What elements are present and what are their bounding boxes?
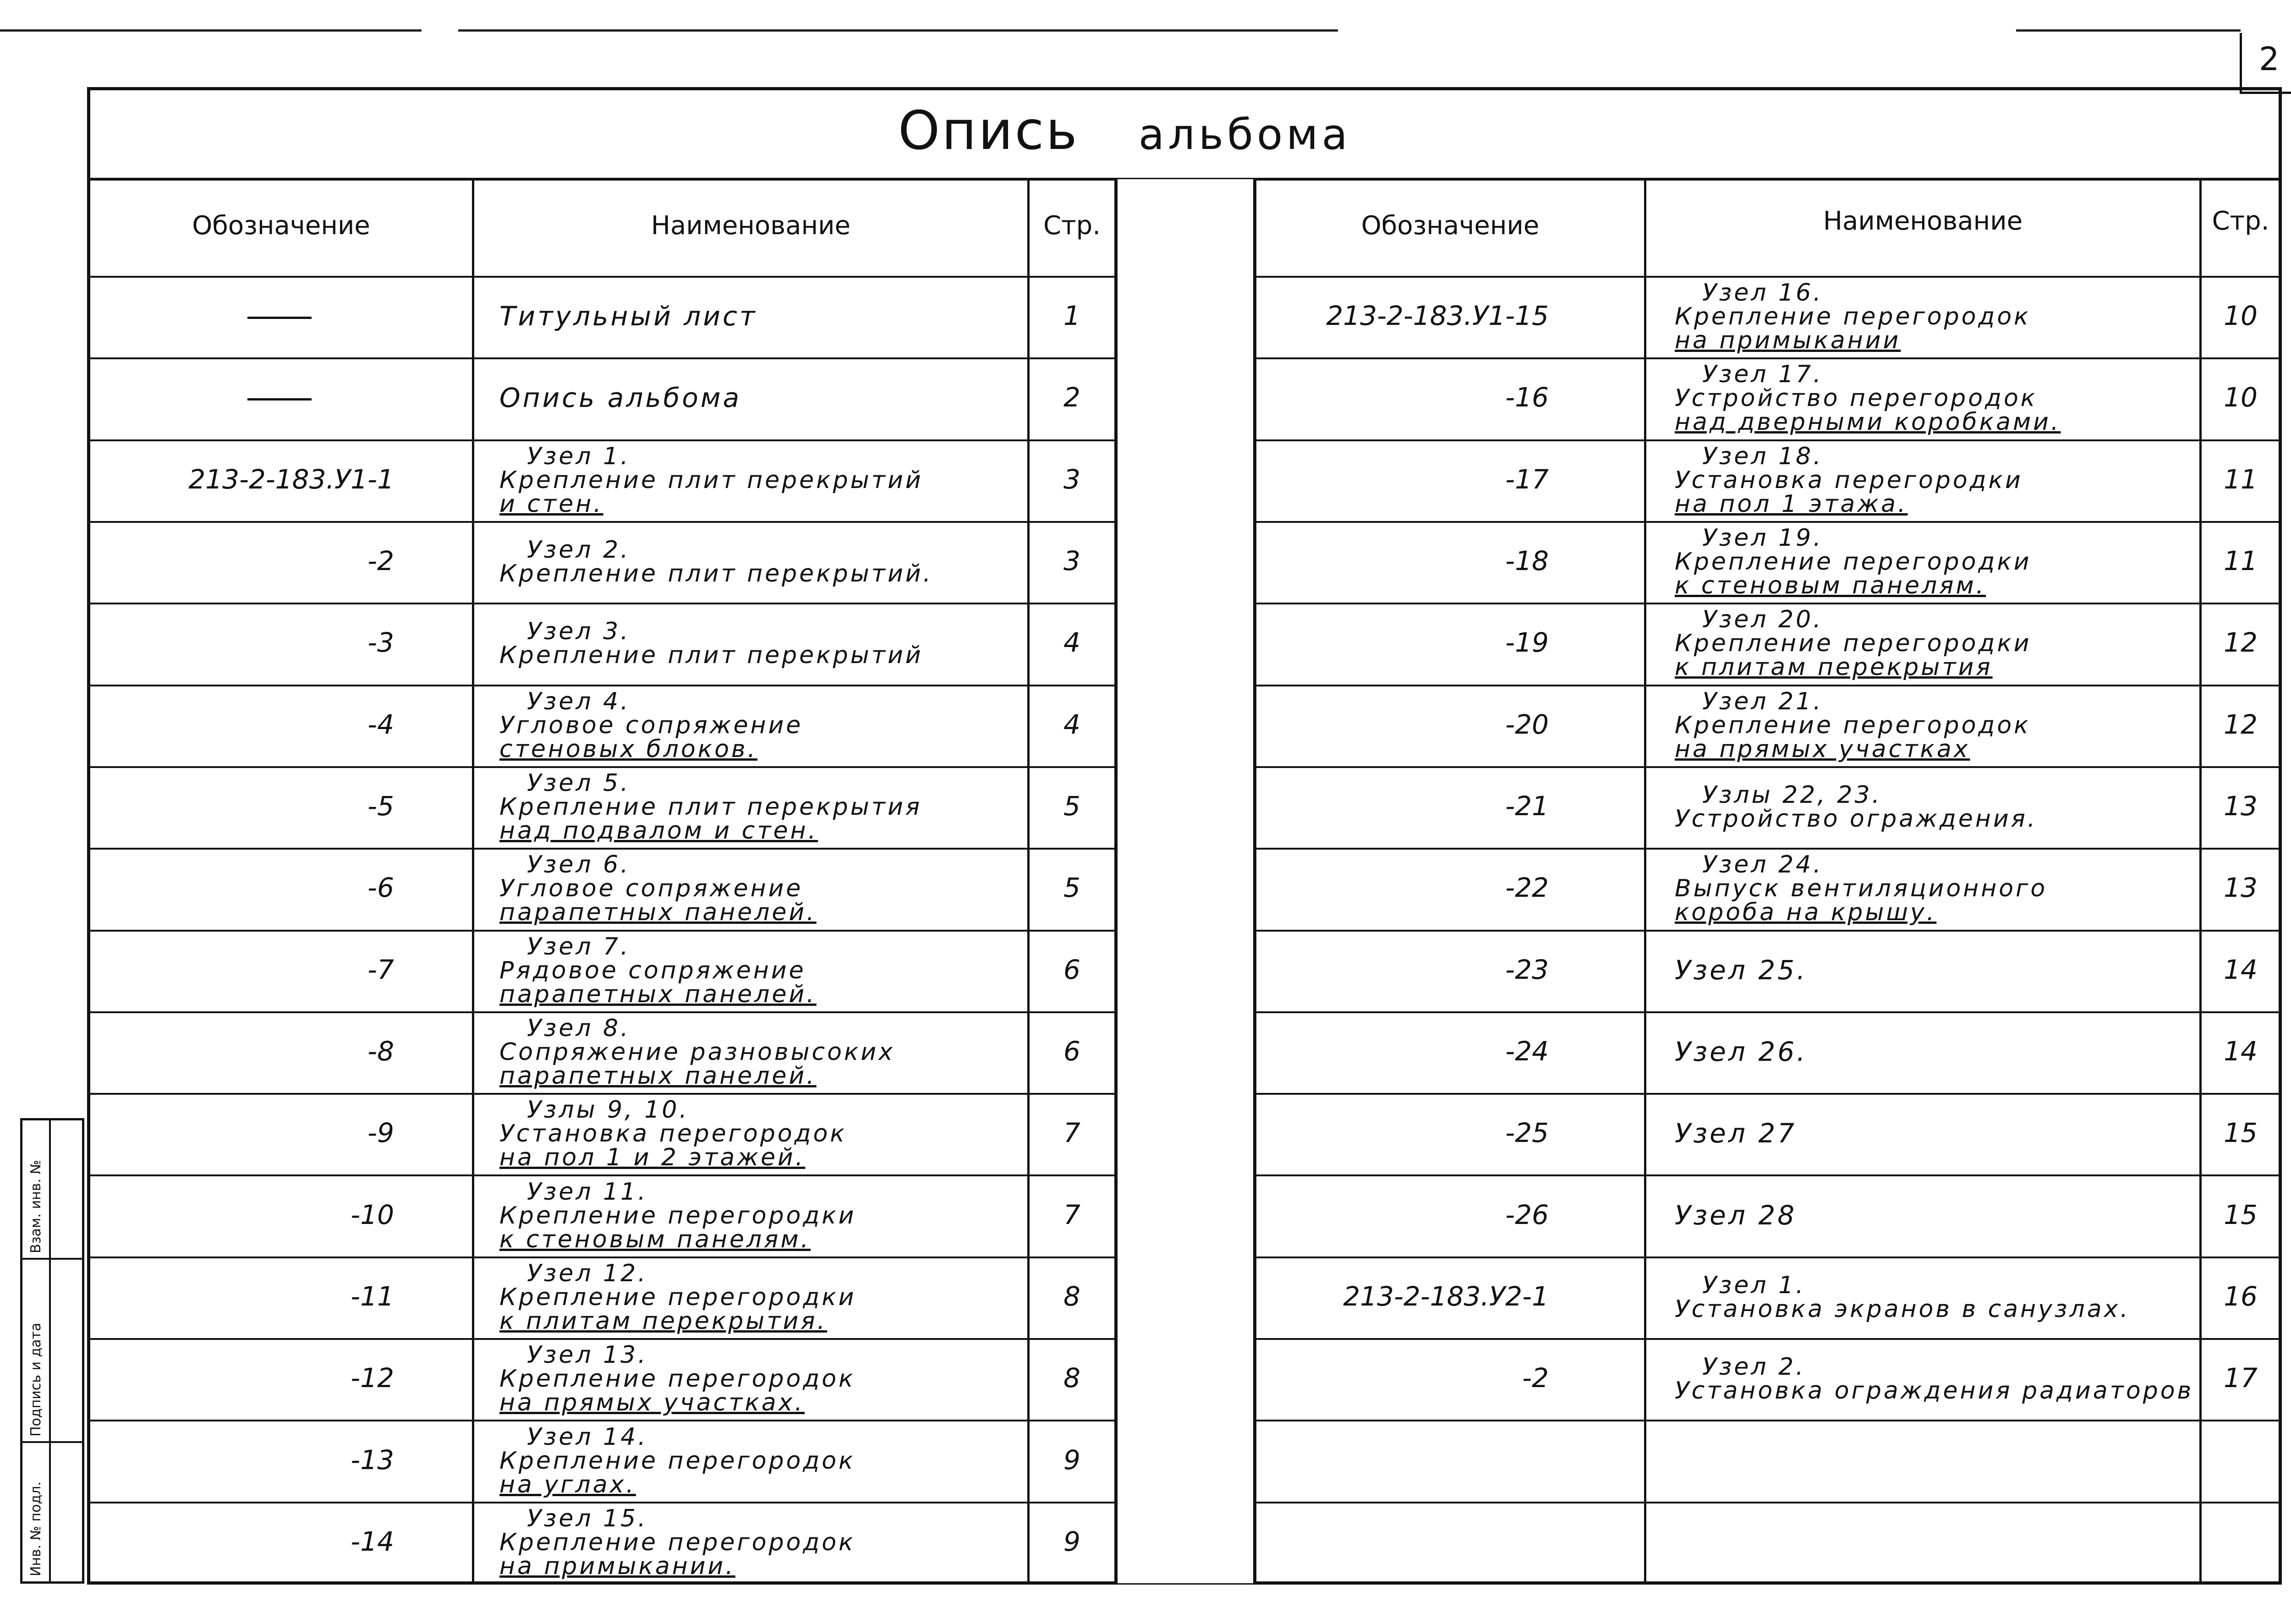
row-name: [499, 687, 803, 763]
row-name: [1675, 687, 2031, 763]
row-name-line: Устройство ограждения.: [1675, 805, 2038, 833]
stamp-label-inv-replace: Взам. инв. №: [28, 1160, 44, 1253]
row-designation: -2: [1522, 1362, 1549, 1394]
row-name-line: Крепление перегородки: [1675, 630, 2032, 658]
row-designation: -11: [351, 1280, 394, 1312]
row-name-line: Опись альбома: [499, 382, 742, 414]
dash-mark: [247, 317, 312, 319]
row-name-line: над подвалом и стен.: [499, 817, 818, 845]
row-designation: -4: [367, 708, 394, 740]
row-designation: -23: [1505, 954, 1549, 985]
row-designation: -7: [367, 954, 394, 985]
row-designation: -16: [1505, 382, 1549, 413]
row-name-line: Рядовое сопряжение: [499, 956, 806, 984]
row-name: [1675, 783, 2037, 831]
row-name-line: Узел 12.: [527, 1259, 648, 1287]
row-name-line: парапетных панелей.: [499, 899, 817, 927]
right-header-name: Наименование: [1823, 206, 2023, 236]
row-rule: [1256, 1502, 2280, 1503]
row-name-line: Крепление перегородки: [499, 1283, 856, 1311]
row-name: [499, 851, 817, 927]
row-name: [1675, 1355, 2193, 1403]
row-rule: [1256, 439, 2280, 441]
row-name-line: Крепление перегородок: [499, 1365, 855, 1393]
row-name: [1675, 1199, 1797, 1231]
row-designation: 213-2-183.У1-15: [1326, 300, 1549, 332]
row-name-line: Узел 27: [1675, 1118, 1797, 1149]
row-name: [499, 771, 922, 843]
right-header-page: Стр.: [2212, 206, 2269, 236]
row-designation: -14: [351, 1525, 394, 1557]
row-page-number: 7: [1063, 1199, 1080, 1230]
row-designation: -13: [351, 1444, 394, 1476]
top-rule-mid: [458, 29, 1338, 32]
row-name-line: Крепление перегородок: [1675, 303, 2031, 331]
right_rows-header-rule: [1256, 276, 2280, 278]
row-name-line: над дверными коробками.: [1675, 408, 2061, 436]
row-name-line: к стеновым панелям.: [1675, 572, 1986, 600]
row-name-line: Узел 6.: [527, 851, 630, 879]
row-name: [499, 1016, 895, 1088]
stamp-row-divider-1: [22, 1258, 82, 1260]
row-name: [499, 1425, 855, 1497]
row-name-line: Крепление перегородок: [499, 1528, 855, 1556]
row-rule: [90, 1011, 1114, 1013]
row-rule: [90, 1174, 1114, 1176]
left-header-page: Стр.: [1043, 211, 1101, 241]
row-page-number: 4: [1063, 627, 1080, 658]
row-name-line: и стен.: [499, 490, 603, 518]
row-name: [499, 301, 757, 332]
row-page-number: 8: [1063, 1362, 1080, 1394]
row-name-line: парапетных панелей.: [499, 980, 817, 1008]
row-designation: -26: [1505, 1199, 1549, 1230]
row-rule: [1256, 1338, 2280, 1340]
row-name-line: Сопряжение разновысоких: [499, 1038, 895, 1066]
row-designation: -8: [367, 1035, 394, 1067]
row-rule: [1256, 1420, 2280, 1421]
row-name-line: Узел 16.: [1702, 279, 1823, 307]
row-page-number: 10: [2224, 382, 2258, 413]
row-name-line: Узел 5.: [527, 769, 630, 797]
row-name-line: Узел 28: [1675, 1199, 1797, 1231]
row-page-number: 12: [2224, 708, 2258, 740]
right-col-divider-1: [1644, 179, 1646, 1583]
row-name: [1675, 1120, 1797, 1147]
page-title: [898, 100, 1351, 162]
row-designation: -5: [367, 790, 394, 822]
row-name-line: Узлы 9, 10.: [527, 1096, 689, 1124]
row-page-number: 5: [1063, 872, 1080, 904]
row-name: [499, 538, 933, 586]
row-name-line: Узел 17.: [1702, 361, 1823, 389]
top-rule-right: [2016, 29, 2241, 32]
row-name: [1675, 1273, 2130, 1321]
row-name: [499, 620, 923, 667]
row-rule: [90, 439, 1114, 441]
row-name-line: Узел 19.: [1702, 524, 1823, 552]
dash-mark: [247, 398, 312, 401]
row-designation: -19: [1505, 627, 1549, 658]
row-rule: [1256, 766, 2280, 768]
row-rule: [90, 1420, 1114, 1421]
stamp-col-divider: [49, 1120, 51, 1581]
row-name-line: Узел 26.: [1675, 1036, 1808, 1067]
row-name-line: Крепление перегородок: [1675, 711, 2031, 739]
row-rule: [90, 848, 1114, 850]
row-name-line: на пол 1 и 2 этажей.: [499, 1144, 806, 1172]
row-name-line: Узел 14.: [527, 1423, 648, 1451]
row-name: [1675, 444, 2023, 516]
row-name-line: Угловое сопряжение: [499, 711, 803, 739]
row-name-line: к стеновым панелям.: [499, 1225, 811, 1253]
row-page-number: 16: [2224, 1280, 2258, 1312]
row-page-number: 15: [2224, 1199, 2258, 1230]
row-rule: [1256, 357, 2280, 359]
row-rule: [90, 685, 1114, 686]
top-rule-left: [0, 29, 422, 32]
row-name: [1675, 954, 1808, 986]
row-name-line: на примыкании: [1675, 327, 1901, 355]
row-name-line: Узлы 22, 23.: [1702, 781, 1882, 809]
row-designation: -2: [367, 545, 394, 577]
row-name-line: Узел 24.: [1702, 851, 1823, 879]
row-name-line: Установка перегородок: [499, 1120, 847, 1148]
row-name-line: Узел 7.: [527, 933, 630, 960]
row-page-number: 12: [2224, 627, 2258, 658]
row-designation: 213-2-183.У2-1: [1343, 1280, 1549, 1312]
row-name-line: Узел 20.: [1702, 606, 1823, 634]
row-page-number: 6: [1063, 1035, 1080, 1067]
row-name-line: Крепление плит перекрытий: [499, 466, 923, 494]
row-page-number: 14: [2224, 1035, 2258, 1067]
row-page-number: 14: [2224, 954, 2258, 985]
row-designation: -24: [1505, 1035, 1549, 1067]
row-name-line: короба на крышу.: [1675, 899, 1937, 927]
row-name-line: на прямых участках.: [499, 1389, 805, 1417]
row-name: [499, 1259, 856, 1335]
row-designation: -9: [367, 1117, 394, 1149]
row-designation: -3: [367, 627, 394, 658]
stamp-label-signature: Подпись и дата: [28, 1322, 44, 1437]
row-name: [499, 1343, 855, 1415]
row-name: [1675, 362, 2061, 434]
left-header-name: Наименование: [651, 211, 851, 241]
row-name-line: Узел 1.: [527, 442, 630, 470]
row-name-line: Титульный лист: [499, 301, 757, 332]
row-designation: -21: [1505, 790, 1549, 822]
row-name-line: Узел 18.: [1702, 442, 1823, 470]
row-rule: [1256, 1093, 2280, 1095]
row-designation: -22: [1505, 872, 1549, 904]
row-name-line: на примыкании.: [499, 1552, 735, 1580]
row-rule: [90, 766, 1114, 768]
row-name-line: Установка ограждения радиаторов: [1675, 1377, 2194, 1405]
row-name: [499, 935, 817, 1006]
row-rule: [90, 1256, 1114, 1258]
row-rule: [1256, 930, 2280, 932]
row-rule: [90, 1338, 1114, 1340]
row-name-line: на углах.: [499, 1470, 636, 1498]
row-name: [1675, 1038, 1808, 1065]
row-name-line: Установка экранов в санузлах.: [1675, 1295, 2130, 1323]
left-header-designation: Обозначение: [192, 211, 370, 241]
row-rule: [1256, 1256, 2280, 1258]
row-name-line: Угловое сопряжение: [499, 875, 803, 903]
row-name-line: на пол 1 этажа.: [1675, 490, 1908, 518]
row-designation: -18: [1505, 545, 1549, 577]
row-name-line: Узел 4.: [527, 687, 630, 715]
row-name-line: Крепление перегородки: [1675, 548, 2032, 576]
row-name-line: Узел 13.: [527, 1341, 648, 1369]
row-name-line: Узел 3.: [527, 618, 630, 646]
row-name: [499, 1504, 855, 1580]
row-rule: [90, 603, 1114, 604]
row-name-line: Крепление плит перекрытия: [499, 793, 922, 821]
row-name-line: Крепление перегородки: [499, 1202, 856, 1229]
row-page-number: 15: [2224, 1117, 2258, 1149]
stamp-label-inv-orig: Инв. № подл.: [28, 1481, 44, 1576]
row-page-number: 4: [1063, 708, 1080, 740]
row-designation: 213-2-183.У1-1: [188, 463, 394, 495]
row-designation: -10: [351, 1199, 394, 1230]
row-name-line: Узел 21.: [1702, 687, 1823, 715]
row-rule: [90, 521, 1114, 523]
row-name: [499, 1180, 856, 1251]
row-page-number: 2: [1063, 382, 1080, 413]
stamp-row-divider-2: [22, 1441, 82, 1443]
title-word-1: Опись: [898, 100, 1079, 162]
sheet-number: 2: [2259, 40, 2280, 78]
row-name-line: Узел 11.: [527, 1178, 648, 1206]
row-rule: [1256, 685, 2280, 686]
row-name-line: Узел 8.: [527, 1014, 630, 1042]
row-designation: -12: [351, 1362, 394, 1394]
row-page-number: 7: [1063, 1117, 1080, 1149]
row-page-number: 3: [1063, 463, 1080, 495]
row-page-number: 5: [1063, 790, 1080, 822]
row-name-line: Узел 25.: [1675, 954, 1808, 986]
row-name-line: стеновых блоков.: [499, 735, 758, 763]
row-name-line: к плитам перекрытия: [1675, 653, 1993, 681]
row-rule: [90, 357, 1114, 359]
row-name: [1675, 279, 2031, 355]
row-name-line: парапетных панелей.: [499, 1062, 817, 1090]
row-name-line: на прямых участках: [1675, 735, 1970, 763]
row-rule: [90, 930, 1114, 932]
row-rule: [1256, 1011, 2280, 1013]
row-page-number: 9: [1063, 1444, 1080, 1476]
row-page-number: 9: [1063, 1525, 1080, 1557]
row-page-number: 8: [1063, 1280, 1080, 1312]
row-name-line: Крепление плит перекрытий.: [499, 560, 933, 588]
row-page-number: 11: [2224, 463, 2258, 495]
row-designation: -6: [367, 872, 394, 904]
side-stamp: [20, 1118, 84, 1584]
row-rule: [90, 1502, 1114, 1503]
row-page-number: 1: [1063, 300, 1080, 332]
row-name-line: Выпуск вентиляционного: [1675, 875, 2048, 903]
row-page-number: 3: [1063, 545, 1080, 577]
left_rows-header-rule: [90, 276, 1114, 278]
title-word-2: альбома: [1138, 110, 1351, 159]
row-designation: -25: [1505, 1117, 1549, 1149]
row-designation: -17: [1505, 463, 1549, 495]
row-name: [499, 444, 923, 516]
row-page-number: 10: [2224, 300, 2258, 332]
row-name: [499, 382, 742, 414]
left-col-divider-1: [472, 179, 474, 1583]
row-page-number: 13: [2224, 790, 2258, 822]
row-name-line: Узел 15.: [527, 1504, 648, 1532]
row-page-number: 13: [2224, 872, 2258, 904]
row-rule: [1256, 1174, 2280, 1176]
row-page-number: 11: [2224, 545, 2258, 577]
row-name-line: Узел 1.: [1702, 1271, 1806, 1299]
row-name: [1675, 608, 2032, 679]
row-rule: [1256, 521, 2280, 523]
row-page-number: 17: [2224, 1362, 2258, 1394]
row-name: [1675, 526, 2032, 598]
row-name-line: Крепление перегородок: [499, 1447, 855, 1475]
row-name-line: Крепление плит перекрытий: [499, 642, 923, 669]
row-name-line: к плитам перекрытия.: [499, 1307, 828, 1335]
row-rule: [90, 1093, 1114, 1095]
row-rule: [1256, 848, 2280, 850]
row-name-line: Узел 2.: [527, 536, 630, 564]
row-page-number: 6: [1063, 954, 1080, 985]
right-header-designation: Обозначение: [1361, 211, 1540, 241]
row-designation: -20: [1505, 708, 1549, 740]
row-name-line: Устройство перегородок: [1675, 384, 2038, 412]
row-name-line: Установка перегородки: [1675, 466, 2023, 494]
row-name: [499, 1096, 847, 1172]
row-rule: [1256, 603, 2280, 604]
table-gap: [1114, 179, 1256, 1583]
row-name-line: Узел 2.: [1702, 1353, 1806, 1381]
row-name: [1675, 851, 2048, 927]
